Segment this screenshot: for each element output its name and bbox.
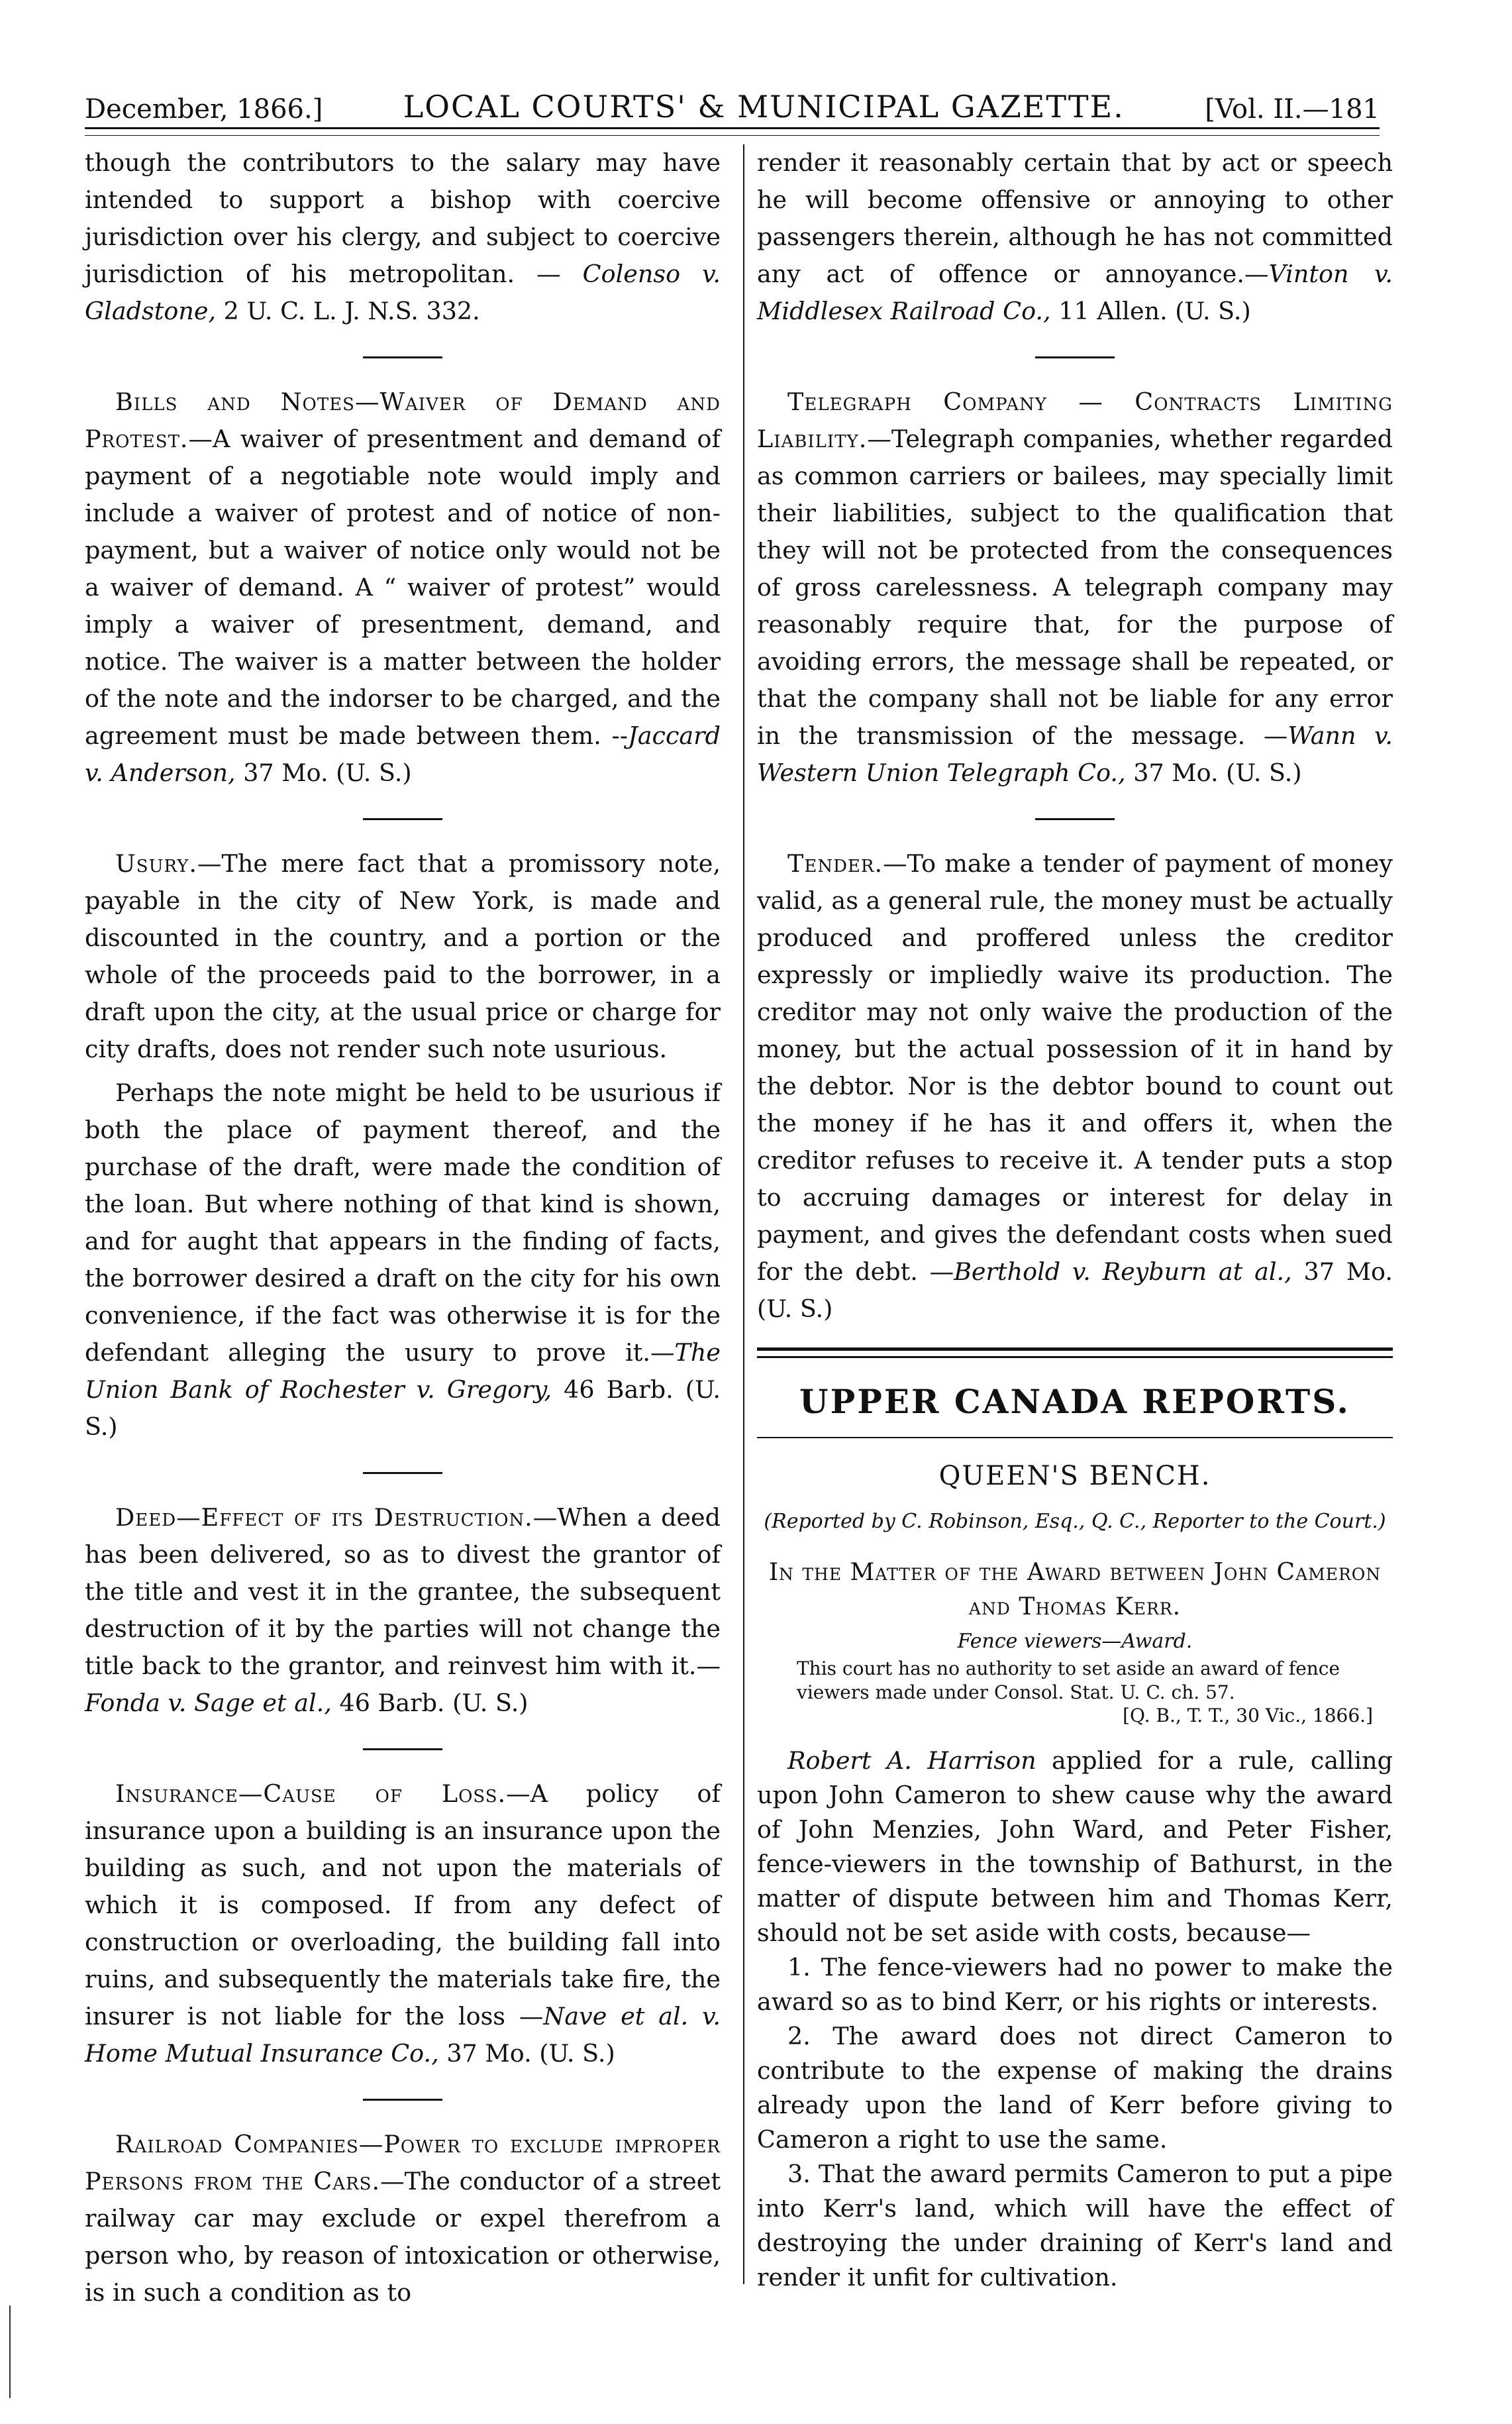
issue-date: December, 1866.] xyxy=(85,94,323,125)
insurance-citation: 37 Mo. (U. S.) xyxy=(438,2039,615,2068)
insurance-text: —A policy of insurance upon a building is an insurance upon the building as such, and not upon the materials of which it is composed. If from any defect of construction or overloading, the building fall into ruins, and subsequently the materials take fire, the insurer is not liable for the loss — xyxy=(85,1779,721,2030)
deed-citation: 46 Barb. (U. S.) xyxy=(331,1689,529,1717)
counsel-name: Robert A. Harrison xyxy=(787,1746,1036,1775)
running-head xyxy=(85,78,1380,125)
section-separator xyxy=(363,2099,442,2101)
deed-paragraph xyxy=(85,1499,721,1722)
volume-page-number: [Vol. II.—181 xyxy=(1205,94,1380,125)
insurance-paragraph xyxy=(85,1775,721,2072)
usury-paragraph xyxy=(85,845,721,1068)
telegraph-text: —Telegraph companies, whether regarded as common carriers or bailees, may specially limit their liabilities, subject to the qualification that they will not be protected from the consequences of gross carelessness. A telegraph company may reasonably require that, for the purpose of avoiding errors, the message shall be repeated, or that the company shall not be liable for any error in the transmission of the message. — xyxy=(757,425,1393,750)
usury-paragraph-2 xyxy=(85,1075,721,1446)
ground-item: 3. That the award permits Cameron to put a pipe into Kerr's land, which will have the effect of destroying the under draining of Kerr's land and render it unfit for cultivation. xyxy=(757,2160,1393,2292)
usury-text-2: Perhaps the note might be held to be usurious if both the place of payment thereof, and the purchase of the draft, were made the condition of the loan. But where nothing of that kind is shown, and for aught that appears in the finding of facts, the borrower desired a draft on the city for his own convenience, if the fact was otherwise it is for the defendant alleging the usury to prove it.— xyxy=(85,1079,721,1367)
colenso-text: though the contributors to the salary may have intended to support a bishop with coercive jurisdiction over his clergy, and subject to coercive jurisdiction of his metropolitan. — xyxy=(85,148,721,288)
header-rule-thick xyxy=(85,127,1380,129)
telegraph-paragraph xyxy=(757,384,1393,792)
railroad-continued-paragraph xyxy=(757,144,1393,330)
usury-citation: 46 Barb. (U. S.) xyxy=(85,1375,721,1441)
reporter-line: (Reported by C. Robinson, Esq., Q. C., Reporter to the Court.) xyxy=(764,1510,1386,1533)
telegraph-heading: Telegraph Company — Contracts Limiting Liability. xyxy=(757,388,1393,453)
reports-section-title: UPPER CANADA REPORTS. xyxy=(799,1382,1350,1421)
court-name: QUEEN'S BENCH. xyxy=(938,1461,1211,1491)
header-rule-thin xyxy=(85,135,1380,136)
tender-citation: 37 Mo. (U. S.) xyxy=(757,1257,1393,1323)
section-separator xyxy=(363,1472,442,1474)
railroad-continued-text: render it reasonably certain that by act or speech he will become offensive or annoying to other passengers therein, although he has not committed any act of offence or annoyance.— xyxy=(757,148,1393,288)
colenso-paragraph xyxy=(85,144,721,330)
case-title: In the Matter of the Award between John Cameron and Thomas Kerr. xyxy=(768,1559,1382,1620)
left-column xyxy=(85,144,721,2311)
section-separator xyxy=(1035,818,1115,820)
usury-text: —The mere fact that a promissory note, payable in the city of New York, is made and discounted in the country, and a portion or the whole of the proceeds paid to the borrower, in a draft upon the city, at the usual price or charge for city drafts, does not render such note usurious. xyxy=(85,849,721,1063)
railroad-case-name: Vinton v. Middlesex Railroad Co., xyxy=(757,260,1393,325)
deed-case-name: Fonda v. Sage et al., xyxy=(85,1689,332,1717)
railroad-citation: 11 Allen. (U. S.) xyxy=(1050,297,1251,325)
publication-title: LOCAL COURTS' & MUNICIPAL GAZETTE. xyxy=(403,89,1125,125)
right-column xyxy=(757,144,1393,2295)
bills-notes-paragraph xyxy=(85,384,721,792)
deed-text: —When a deed has been delivered, so as to divest the grantor of the title and vest it in the grantee, the subsequent destruction of it by the parties will not change the title back to the grantor, and reinvest him with it.— xyxy=(85,1503,721,1680)
colenso-case-name: Colenso v. Gladstone, xyxy=(85,260,721,325)
headnote: This court has no authority to set aside an award of fence viewers made under Consol. Stat. U. C. ch. 57. xyxy=(797,1658,1340,1703)
tender-case-name: Berthold v. Reyburn at al., xyxy=(954,1257,1292,1286)
section-separator xyxy=(363,356,442,358)
bills-notes-case-name: Jaccard v. Anderson, xyxy=(85,721,721,787)
margin-mark xyxy=(9,2305,15,2398)
deed-heading: Deed—Effect of its Destruction. xyxy=(115,1503,533,1532)
reports-rule-thin xyxy=(757,1356,1393,1358)
insurance-heading: Insurance—Cause of Loss. xyxy=(115,1779,507,1808)
bills-notes-heading: Bills and Notes—Waiver of Demand and Protest. xyxy=(85,388,721,453)
case-intro-paragraph xyxy=(757,1744,1393,1950)
reports-title-rule xyxy=(757,1437,1393,1438)
usury-heading: Usury. xyxy=(115,849,198,878)
telegraph-case-name: Wann v. Western Union Telegraph Co., xyxy=(757,721,1393,787)
column-divider xyxy=(743,144,744,2284)
section-separator xyxy=(1035,356,1115,358)
telegraph-citation: 37 Mo. (U. S.) xyxy=(1125,759,1302,787)
railroad-text: —The conductor of a street railway car may exclude or expel therefrom a person who, by reason of intoxication or otherwise, is in such a condition as to xyxy=(85,2167,721,2307)
tender-text: —To make a tender of payment of money valid, as a general rule, the money must be actually produced and proffered unless the creditor expressly or impliedly waive its production. The creditor may not only waive the production of the money, but the actual possession of it in hand by the debtor. Nor is the debtor bound to count out the money if he has it and offers it, when the creditor refuses to receive it. A tender puts a stop to accruing damages or interest for delay in payment, and gives the defendant costs when sued for the debt. — xyxy=(757,849,1393,1286)
tender-paragraph xyxy=(757,845,1393,1328)
section-separator xyxy=(363,818,442,820)
tender-heading: Tender. xyxy=(787,849,883,878)
reports-rule-thick xyxy=(757,1347,1393,1351)
bills-notes-text: —A waiver of presentment and demand of payment of a negotiable note would imply and include a waiver of protest and of notice of non-payment, but a waiver of notice only would not be a waiver of demand. A “ waiver of protest” would imply a waiver of presentment, demand, and notice. The waiver is a matter between the holder of the note and the indorser to be charged, and the agreement must be made between them. -- xyxy=(85,425,721,750)
railroad-paragraph xyxy=(85,2126,721,2311)
case-subject: Fence viewers—Award. xyxy=(957,1630,1193,1653)
ground-item: 1. The fence-viewers had no power to make the award so as to bind Kerr, or his rights or interests. xyxy=(757,1953,1393,2016)
usury-case-name: The Union Bank of Rochester v. Gregory, xyxy=(85,1338,721,1404)
bills-notes-citation: 37 Mo. (U. S.) xyxy=(235,759,412,787)
ground-item: 2. The award does not direct Cameron to contribute to the expense of making the drains already upon the land of Kerr before giving to Cameron a right to use the same. xyxy=(757,2022,1393,2154)
report-citation: [Q. B., T. T., 30 Vic., 1866.] xyxy=(1123,1705,1373,1726)
colenso-citation: 2 U. C. L. J. N.S. 332. xyxy=(216,297,480,325)
section-separator xyxy=(363,1748,442,1750)
railroad-heading: Railroad Companies—Power to exclude improper Persons from the Cars. xyxy=(85,2130,721,2195)
case-intro-text: applied for a rule, calling upon John Cameron to shew cause why the award of John Menzies, John Ward, and Peter Fisher, fence-viewers in the township of Bathurst, in the matter of dispute between him and Thomas Kerr, should not be set aside with costs, because— xyxy=(757,1746,1393,1947)
insurance-case-name: Nave et al. v. Home Mutual Insurance Co., xyxy=(85,2002,721,2068)
